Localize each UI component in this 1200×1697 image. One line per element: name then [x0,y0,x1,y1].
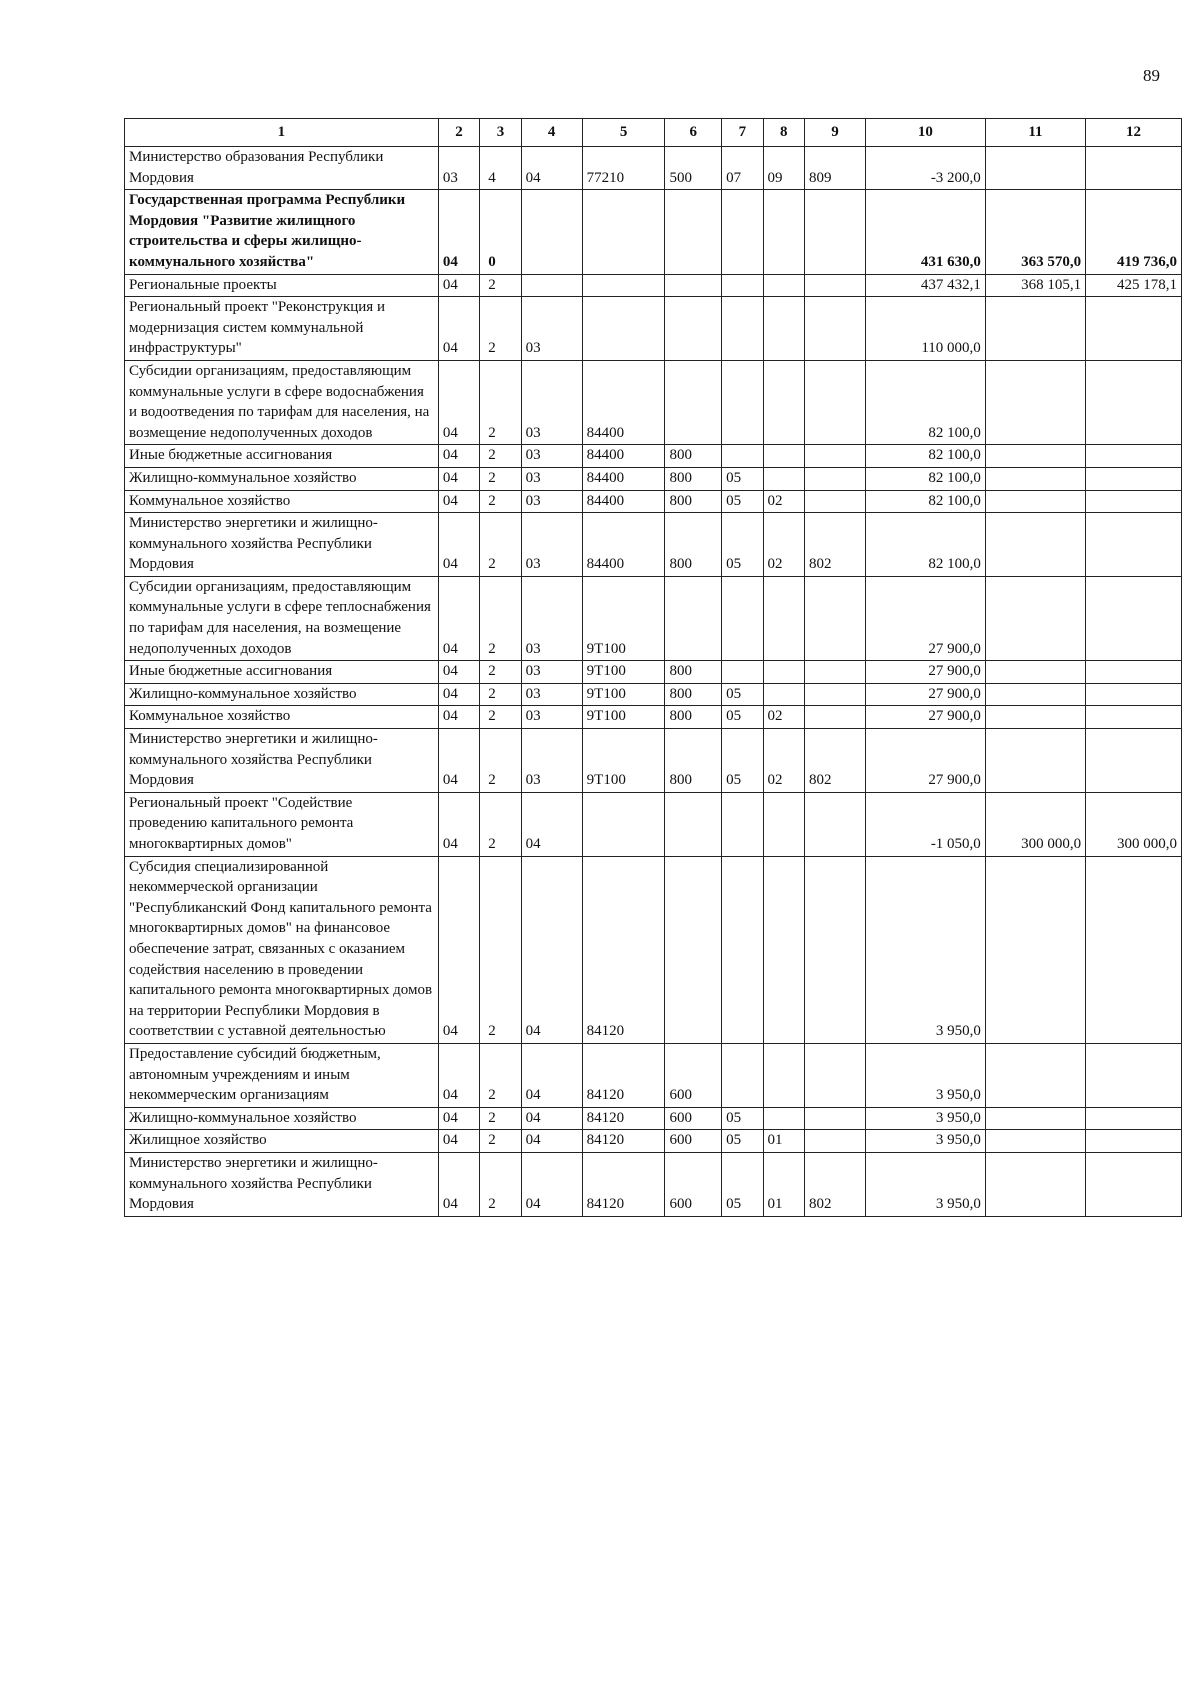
header-row [125,119,1182,147]
column-header-11: 11 [985,119,1085,147]
cell-code-6 [665,576,722,660]
cell-code-9 [804,706,865,729]
cell-code-8 [763,856,804,1043]
cell-code-3: 2 [480,274,521,297]
cell-code-2: 04 [438,1107,479,1130]
cell-code-5: 84120 [582,856,665,1043]
cell-code-9: 802 [804,1152,865,1216]
cell-amount-10: 27 900,0 [865,706,985,729]
cell-code-5 [582,792,665,856]
cell-amount-11 [985,576,1085,660]
cell-code-6 [665,856,722,1043]
cell-code-2: 04 [438,274,479,297]
table-body [125,147,1182,1217]
cell-code-7 [722,661,763,684]
cell-amount-10: 3 950,0 [865,1152,985,1216]
table-row [125,147,1182,190]
cell-amount-11 [985,147,1085,190]
cell-code-9 [804,792,865,856]
cell-amount-12 [1086,1107,1182,1130]
cell-amount-12 [1086,360,1182,444]
cell-item-name: Жилищно-коммунальное хозяйство [125,1107,439,1130]
cell-amount-12 [1086,706,1182,729]
cell-code-2: 04 [438,190,479,274]
table-row [125,729,1182,793]
cell-code-9 [804,1107,865,1130]
cell-amount-10: 3 950,0 [865,856,985,1043]
cell-code-5: 9Т100 [582,576,665,660]
cell-code-7 [722,792,763,856]
cell-amount-10: 27 900,0 [865,729,985,793]
cell-code-5: 84400 [582,490,665,513]
cell-amount-12 [1086,661,1182,684]
cell-code-4: 04 [521,1043,582,1107]
cell-amount-10: 27 900,0 [865,661,985,684]
cell-code-8 [763,467,804,490]
cell-code-2: 04 [438,792,479,856]
cell-code-9: 809 [804,147,865,190]
table-row [125,274,1182,297]
cell-amount-11 [985,513,1085,577]
cell-code-4: 03 [521,513,582,577]
cell-amount-12 [1086,729,1182,793]
cell-code-7: 05 [722,729,763,793]
cell-code-7: 07 [722,147,763,190]
cell-code-9 [804,576,865,660]
cell-amount-11 [985,856,1085,1043]
cell-code-4: 03 [521,576,582,660]
cell-code-3: 2 [480,1043,521,1107]
cell-amount-11 [985,1152,1085,1216]
cell-code-7: 05 [722,467,763,490]
cell-item-name: Субсидии организациям, предоставляющим коммунальные услуги в сфере водоснабжения и водоотведения по тарифам для населения, на возмещение недополученных доходов [125,360,439,444]
cell-code-8: 02 [763,706,804,729]
cell-code-7 [722,1043,763,1107]
cell-code-7: 05 [722,1107,763,1130]
cell-code-4 [521,274,582,297]
cell-code-9: 802 [804,513,865,577]
column-header-5: 5 [582,119,665,147]
cell-code-4: 03 [521,297,582,361]
cell-item-name: Коммунальное хозяйство [125,490,439,513]
cell-code-3: 2 [480,1107,521,1130]
cell-code-4 [521,190,582,274]
cell-code-5: 84120 [582,1152,665,1216]
column-header-9: 9 [804,119,865,147]
cell-amount-10: -3 200,0 [865,147,985,190]
cell-code-6: 800 [665,445,722,468]
cell-item-name: Региональные проекты [125,274,439,297]
cell-amount-11 [985,1043,1085,1107]
cell-code-4: 04 [521,792,582,856]
cell-code-3: 2 [480,513,521,577]
cell-amount-12 [1086,856,1182,1043]
table-row [125,683,1182,706]
cell-code-7 [722,576,763,660]
cell-code-3: 2 [480,661,521,684]
cell-code-8 [763,445,804,468]
cell-code-3: 4 [480,147,521,190]
cell-code-4: 03 [521,729,582,793]
cell-code-2: 04 [438,1043,479,1107]
cell-amount-12 [1086,467,1182,490]
cell-code-7 [722,190,763,274]
cell-code-3: 2 [480,706,521,729]
cell-amount-12 [1086,576,1182,660]
cell-amount-10: 82 100,0 [865,445,985,468]
cell-code-6: 800 [665,683,722,706]
cell-code-5: 84400 [582,360,665,444]
cell-code-4: 03 [521,445,582,468]
cell-code-5: 84400 [582,467,665,490]
cell-amount-12 [1086,513,1182,577]
cell-amount-10: 82 100,0 [865,490,985,513]
cell-code-2: 04 [438,360,479,444]
cell-code-6: 800 [665,706,722,729]
cell-item-name: Жилищно-коммунальное хозяйство [125,683,439,706]
cell-code-3: 2 [480,856,521,1043]
cell-code-9 [804,856,865,1043]
cell-item-name: Иные бюджетные ассигнования [125,661,439,684]
cell-code-7 [722,274,763,297]
cell-amount-10: 27 900,0 [865,576,985,660]
cell-code-6: 600 [665,1107,722,1130]
cell-code-3: 2 [480,1152,521,1216]
cell-code-4: 04 [521,147,582,190]
cell-amount-12 [1086,1152,1182,1216]
cell-code-8: 02 [763,490,804,513]
cell-code-3: 2 [480,683,521,706]
cell-amount-12 [1086,1130,1182,1153]
cell-amount-10: 82 100,0 [865,513,985,577]
cell-code-3: 2 [480,490,521,513]
cell-code-2: 04 [438,661,479,684]
cell-amount-11 [985,297,1085,361]
cell-item-name: Министерство энергетики и жилищно-коммунального хозяйства Республики Мордовия [125,729,439,793]
cell-code-3: 2 [480,445,521,468]
cell-code-3: 0 [480,190,521,274]
table-row [125,1130,1182,1153]
cell-code-6: 600 [665,1130,722,1153]
cell-code-4: 04 [521,1107,582,1130]
cell-code-5: 84400 [582,513,665,577]
cell-code-6: 800 [665,661,722,684]
cell-code-7: 05 [722,490,763,513]
cell-code-8 [763,683,804,706]
cell-code-2: 04 [438,706,479,729]
table-row [125,445,1182,468]
cell-code-7 [722,297,763,361]
cell-code-5: 84120 [582,1043,665,1107]
cell-amount-10: 110 000,0 [865,297,985,361]
cell-code-5: 9Т100 [582,706,665,729]
cell-item-name: Субсидии организациям, предоставляющим коммунальные услуги в сфере теплоснабжения по тарифам для населения, на возмещение недополученных доходов [125,576,439,660]
cell-code-2: 04 [438,513,479,577]
cell-amount-10: 82 100,0 [865,467,985,490]
column-header-6: 6 [665,119,722,147]
cell-code-4: 04 [521,1152,582,1216]
cell-amount-12 [1086,683,1182,706]
cell-code-2: 04 [438,490,479,513]
cell-code-9 [804,1130,865,1153]
column-header-2: 2 [438,119,479,147]
cell-amount-10: 3 950,0 [865,1107,985,1130]
cell-code-8 [763,792,804,856]
cell-code-5: 9Т100 [582,683,665,706]
cell-code-7: 05 [722,683,763,706]
column-header-4: 4 [521,119,582,147]
cell-code-6: 800 [665,513,722,577]
cell-code-9 [804,683,865,706]
cell-item-name: Иные бюджетные ассигнования [125,445,439,468]
cell-code-7: 05 [722,513,763,577]
cell-code-2: 04 [438,576,479,660]
cell-amount-12 [1086,445,1182,468]
cell-amount-12: 419 736,0 [1086,190,1182,274]
table-row [125,467,1182,490]
cell-code-6: 800 [665,467,722,490]
cell-code-4: 03 [521,683,582,706]
cell-code-8 [763,297,804,361]
table-row [125,1043,1182,1107]
cell-item-name: Региональный проект "Содействие проведению капитального ремонта многоквартирных домов" [125,792,439,856]
cell-amount-11 [985,1107,1085,1130]
cell-code-8 [763,274,804,297]
cell-code-8: 02 [763,729,804,793]
cell-code-2: 04 [438,467,479,490]
cell-code-9 [804,661,865,684]
column-header-3: 3 [480,119,521,147]
column-header-12: 12 [1086,119,1182,147]
cell-code-9: 802 [804,729,865,793]
cell-code-7: 05 [722,706,763,729]
cell-code-4: 03 [521,490,582,513]
cell-amount-11 [985,683,1085,706]
cell-code-3: 2 [480,297,521,361]
table-row [125,856,1182,1043]
cell-code-9 [804,467,865,490]
cell-amount-11 [985,661,1085,684]
cell-code-5: 84120 [582,1107,665,1130]
cell-amount-12 [1086,1043,1182,1107]
cell-code-6: 500 [665,147,722,190]
cell-code-8 [763,1107,804,1130]
cell-code-5: 9Т100 [582,729,665,793]
cell-code-3: 2 [480,729,521,793]
cell-code-2: 04 [438,729,479,793]
cell-code-8: 01 [763,1130,804,1153]
cell-code-4: 03 [521,661,582,684]
cell-amount-12 [1086,490,1182,513]
cell-amount-11 [985,360,1085,444]
table-row [125,661,1182,684]
column-header-7: 7 [722,119,763,147]
column-header-10: 10 [865,119,985,147]
table-row [125,490,1182,513]
cell-code-9 [804,297,865,361]
cell-amount-11: 363 570,0 [985,190,1085,274]
table-row [125,576,1182,660]
cell-amount-10: 3 950,0 [865,1130,985,1153]
cell-item-name: Региональный проект "Реконструкция и модернизация систем коммунальной инфраструктуры" [125,297,439,361]
cell-code-8: 01 [763,1152,804,1216]
cell-code-6 [665,274,722,297]
cell-code-8 [763,661,804,684]
cell-amount-10: 431 630,0 [865,190,985,274]
cell-item-name: Министерство образования Республики Мордовия [125,147,439,190]
cell-code-7: 05 [722,1130,763,1153]
cell-code-7 [722,360,763,444]
cell-amount-12 [1086,147,1182,190]
table-row [125,706,1182,729]
column-header-1: 1 [125,119,439,147]
cell-code-5 [582,297,665,361]
cell-code-6 [665,297,722,361]
cell-code-9 [804,360,865,444]
cell-code-5: 77210 [582,147,665,190]
cell-item-name: Министерство энергетики и жилищно-коммунального хозяйства Республики Мордовия [125,1152,439,1216]
cell-amount-11 [985,467,1085,490]
cell-code-8 [763,1043,804,1107]
cell-code-6: 600 [665,1043,722,1107]
cell-amount-11 [985,445,1085,468]
cell-amount-12 [1086,297,1182,361]
cell-code-3: 2 [480,576,521,660]
table-row [125,513,1182,577]
cell-code-9 [804,445,865,468]
cell-code-6: 800 [665,490,722,513]
cell-item-name: Субсидия специализированной некоммерческой организации "Республиканский Фонд капитального ремонта многоквартирных домов" на финансовое обеспечение затрат, связанных с оказанием содействия населению в проведении капитального ремонта многоквартирных домов на территории Республики Мордовия в соответствии с уставной деятельностью [125,856,439,1043]
cell-code-3: 2 [480,1130,521,1153]
cell-code-9 [804,274,865,297]
cell-code-6 [665,190,722,274]
cell-amount-12: 425 178,1 [1086,274,1182,297]
table-row [125,1152,1182,1216]
cell-amount-11: 368 105,1 [985,274,1085,297]
table-row [125,297,1182,361]
cell-code-3: 2 [480,792,521,856]
budget-table [124,118,1182,1217]
cell-code-9 [804,1043,865,1107]
cell-item-name: Государственная программа Республики Мордовия "Развитие жилищного строительства и сферы жилищно-коммунального хозяйства" [125,190,439,274]
cell-amount-12: 300 000,0 [1086,792,1182,856]
table-row [125,1107,1182,1130]
cell-code-9 [804,490,865,513]
cell-amount-11 [985,706,1085,729]
cell-amount-11: 300 000,0 [985,792,1085,856]
cell-amount-11 [985,1130,1085,1153]
table-row [125,190,1182,274]
cell-code-4: 03 [521,467,582,490]
cell-code-2: 04 [438,445,479,468]
cell-code-7: 05 [722,1152,763,1216]
cell-code-2: 04 [438,856,479,1043]
cell-amount-10: 27 900,0 [865,683,985,706]
cell-code-7 [722,856,763,1043]
cell-code-9 [804,190,865,274]
cell-item-name: Жилищное хозяйство [125,1130,439,1153]
cell-code-8 [763,576,804,660]
cell-code-6 [665,360,722,444]
cell-code-5 [582,190,665,274]
cell-amount-11 [985,729,1085,793]
cell-code-5: 84400 [582,445,665,468]
cell-code-5 [582,274,665,297]
cell-code-3: 2 [480,467,521,490]
cell-code-2: 04 [438,1130,479,1153]
cell-amount-10: 3 950,0 [865,1043,985,1107]
cell-code-6: 600 [665,1152,722,1216]
table-row [125,360,1182,444]
cell-code-5: 84120 [582,1130,665,1153]
cell-amount-10: 82 100,0 [865,360,985,444]
cell-item-name: Коммунальное хозяйство [125,706,439,729]
cell-item-name: Жилищно-коммунальное хозяйство [125,467,439,490]
cell-amount-10: 437 432,1 [865,274,985,297]
page-number: 89 [1143,66,1160,85]
cell-code-8 [763,190,804,274]
cell-code-8 [763,360,804,444]
cell-code-4: 04 [521,856,582,1043]
cell-code-8: 09 [763,147,804,190]
cell-item-name: Министерство энергетики и жилищно-коммунального хозяйства Республики Мордовия [125,513,439,577]
cell-code-2: 03 [438,147,479,190]
cell-item-name: Предоставление субсидий бюджетным, автономным учреждениям и иным некоммерческим организациям [125,1043,439,1107]
cell-code-4: 03 [521,706,582,729]
cell-code-5: 9Т100 [582,661,665,684]
cell-code-4: 04 [521,1130,582,1153]
cell-amount-10: -1 050,0 [865,792,985,856]
cell-code-4: 03 [521,360,582,444]
cell-code-2: 04 [438,297,479,361]
cell-code-6: 800 [665,729,722,793]
cell-code-3: 2 [480,360,521,444]
cell-amount-11 [985,490,1085,513]
cell-code-2: 04 [438,1152,479,1216]
cell-code-6 [665,792,722,856]
table-row [125,792,1182,856]
cell-code-2: 04 [438,683,479,706]
cell-code-7 [722,445,763,468]
cell-code-8: 02 [763,513,804,577]
column-header-8: 8 [763,119,804,147]
